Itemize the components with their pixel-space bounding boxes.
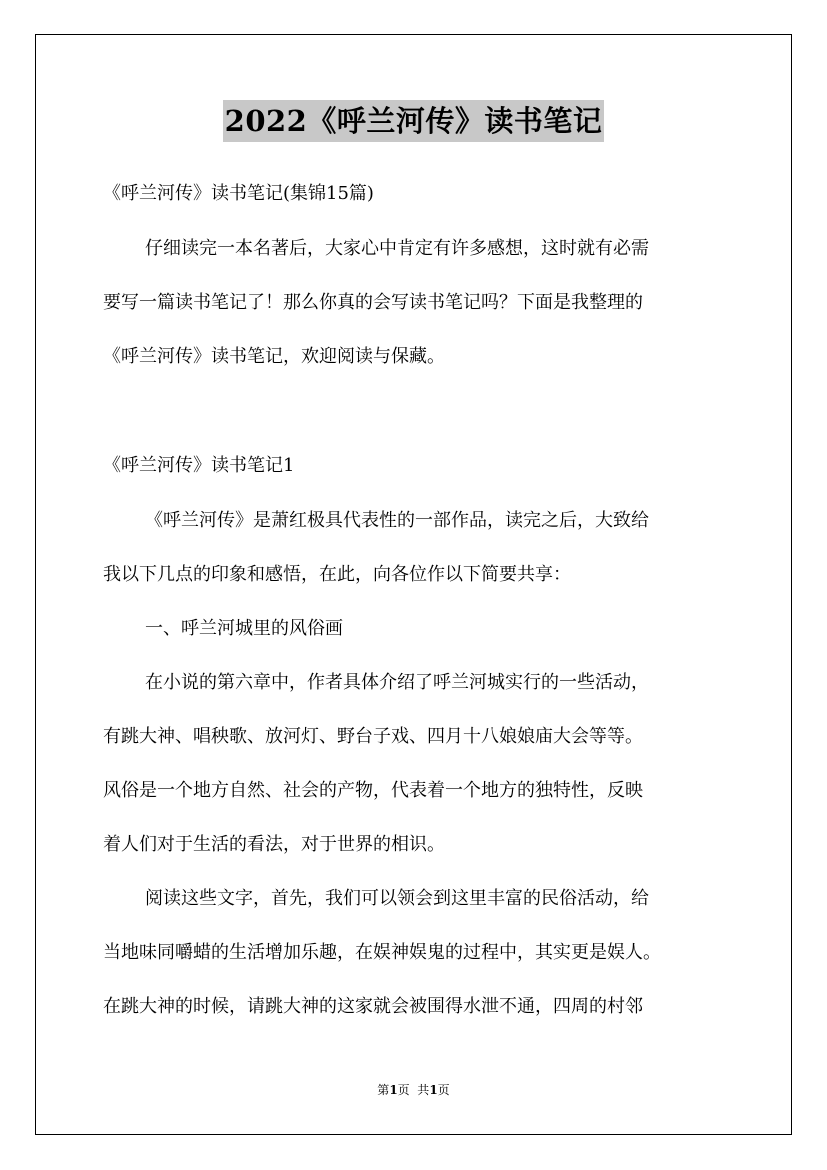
intro-line-3: 《呼兰河传》读书笔记，欢迎阅读与保藏。	[103, 346, 445, 367]
intro-line-1: 仔细读完一本名著后，大家心中肯定有许多感想，这时就有必需	[145, 238, 649, 259]
para2-line-2: 有跳大神、唱秧歌、放河灯、野台子戏、四月十八娘娘庙大会等等。	[103, 726, 643, 747]
para2-line-1: 在小说的第六章中，作者具体介绍了呼兰河城实行的一些活动，	[145, 672, 649, 693]
para3-line-3: 在跳大神的时候，请跳大神的这家就会被围得水泄不通，四周的村邻	[103, 996, 643, 1017]
document-title-wrap	[0, 100, 827, 142]
para2-line-4: 着人们对于生活的看法，对于世界的相识。	[103, 834, 445, 855]
para3-line-2: 当地味同嚼蜡的生活增加乐趣，在娱神娱鬼的过程中，其实更是娱人。	[103, 942, 661, 963]
para3-line-1: 阅读这些文字，首先，我们可以领会到这里丰富的民俗活动，给	[145, 888, 649, 909]
footer-page-suffix: 页	[437, 1083, 450, 1097]
footer-page-mid: 页 共	[397, 1083, 430, 1097]
intro-line-2: 要写一篇读书笔记了！那么你真的会写读书笔记吗？下面是我整理的	[103, 292, 643, 313]
section-heading: 《呼兰河传》读书笔记1	[103, 455, 295, 476]
footer-page-current: 1	[389, 1083, 398, 1097]
point-heading: 一、呼兰河城里的风俗画	[145, 618, 343, 639]
document-subtitle: 《呼兰河传》读书笔记(集锦15篇)	[103, 183, 374, 204]
footer-page-total: 1	[429, 1083, 438, 1097]
footer-page-prefix: 第	[377, 1083, 390, 1097]
para2-line-3: 风俗是一个地方自然、社会的产物，代表着一个地方的独特性，反映	[103, 780, 643, 801]
document-title: 2022《呼兰河传》读书笔记	[223, 100, 605, 142]
para1-line-1: 《呼兰河传》是萧红极具代表性的一部作品，读完之后，大致给	[145, 510, 649, 531]
para1-line-2: 我以下几点的印象和感悟，在此，向各位作以下简要共享：	[103, 564, 571, 585]
page-footer	[0, 1082, 827, 1098]
